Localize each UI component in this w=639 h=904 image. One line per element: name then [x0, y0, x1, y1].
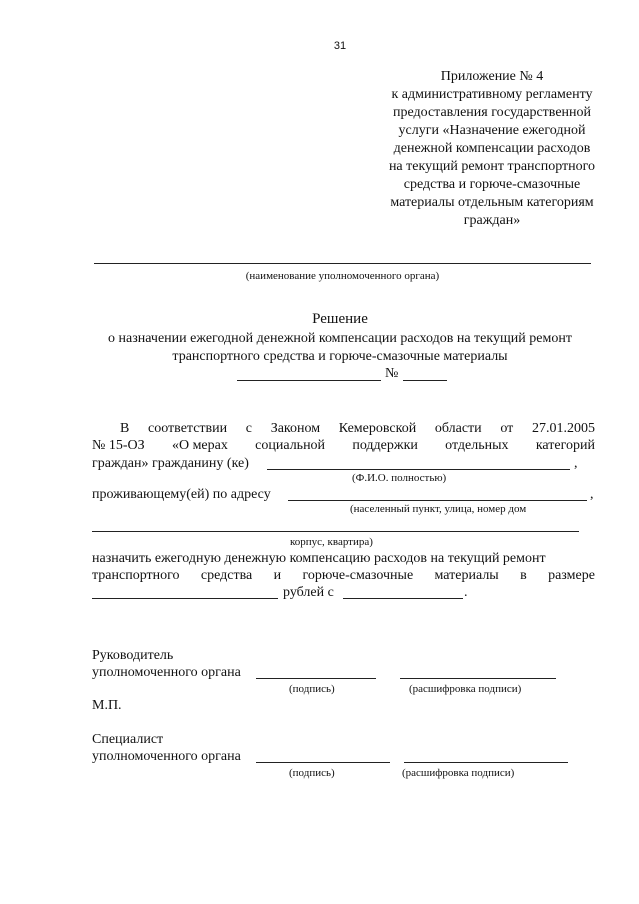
appendix-line: к административному регламенту: [391, 87, 593, 102]
word: социальной: [255, 438, 326, 453]
word: Законом: [270, 421, 321, 436]
body-line2: [92, 437, 595, 455]
word: размере: [548, 568, 595, 583]
appendix-line: предоставления государственной: [392, 105, 592, 120]
specialist-sign-caption: (подпись): [289, 767, 335, 779]
word: поддержки: [352, 438, 418, 453]
fio-comma: ,: [574, 456, 578, 471]
word: «О мерах: [171, 438, 228, 453]
assign-line1: назначить ежегодную денежную компенсацию расходов на текущий ремонт: [92, 551, 546, 566]
rubles-text: рублей с: [283, 585, 334, 600]
word: с: [245, 421, 253, 436]
specialist-decode-caption: (расшифровка подписи): [402, 767, 515, 779]
word: в: [520, 568, 527, 583]
head-decode-caption: (расшифровка подписи): [409, 683, 522, 695]
word: и: [273, 568, 282, 583]
amount-line[interactable]: [92, 598, 278, 599]
stamp-label: М.П.: [92, 698, 122, 713]
specialist-signature-line[interactable]: [256, 762, 390, 763]
address-prefix: проживающему(ей) по адресу: [92, 487, 271, 502]
word: категорий: [535, 438, 595, 453]
head-authority-label: уполномоченного органа: [92, 665, 241, 680]
word: № 15-ОЗ: [92, 438, 145, 453]
authority-name-line[interactable]: [94, 263, 591, 264]
head-title: Руководитель: [92, 648, 174, 663]
word: В: [120, 421, 130, 436]
word: средства: [200, 568, 253, 583]
decision-subtitle-line2: транспортного средства и горюче-смазочные материалы: [172, 349, 508, 364]
head-decode-line[interactable]: [400, 678, 556, 679]
appendix-line: материалы отдельным категориям: [390, 195, 594, 210]
appendix-line: услуги «Назначение ежегодной: [398, 123, 586, 138]
decision-number-sign: №: [385, 366, 399, 381]
appendix-line: граждан»: [463, 213, 521, 228]
fio-line[interactable]: [267, 469, 570, 470]
decision-date-line[interactable]: [237, 380, 381, 381]
word: горюче-смазочные: [302, 568, 414, 583]
appendix-line: денежной компенсации расходов: [393, 141, 591, 156]
decision-subtitle-line1: о назначении ежегодной денежной компенсации расходов на текущий ремонт: [108, 331, 572, 346]
address-line[interactable]: [288, 500, 587, 501]
specialist-title: Специалист: [92, 732, 164, 747]
address-comma: ,: [590, 487, 594, 502]
page-number: 31: [333, 40, 347, 52]
word: Кемеровской: [338, 421, 417, 436]
appendix-header: [352, 68, 632, 230]
address-caption: (населенный пункт, улица, номер дом: [350, 503, 527, 515]
specialist-decode-line[interactable]: [404, 762, 568, 763]
fio-caption: (Ф.И.О. полностью): [352, 472, 447, 484]
word: соответствии: [148, 421, 228, 436]
period: .: [464, 585, 468, 600]
word: 27.01.2005: [531, 421, 595, 436]
head-signature-line[interactable]: [256, 678, 376, 679]
decision-number-line[interactable]: [403, 380, 447, 381]
body-line1: [120, 420, 595, 438]
specialist-authority-label: уполномоченного органа: [92, 749, 241, 764]
head-sign-caption: (подпись): [289, 683, 335, 695]
body-line3-prefix: граждан» гражданину (ке): [92, 456, 249, 471]
start-date-line[interactable]: [343, 598, 463, 599]
address-caption-2: корпус, квартира): [290, 536, 373, 548]
word: от: [500, 421, 514, 436]
word: транспортного: [92, 568, 180, 583]
word: области: [434, 421, 482, 436]
word: материалы: [434, 568, 499, 583]
appendix-line: Приложение № 4: [440, 69, 544, 84]
assign-line2: [92, 567, 595, 585]
appendix-line: на текущий ремонт транспортного: [388, 159, 596, 174]
authority-caption: (наименование уполномоченного органа): [245, 270, 440, 282]
address-line-2[interactable]: [92, 531, 579, 532]
appendix-line: средства и горюче-смазочные: [403, 177, 581, 192]
decision-title: Решение: [312, 311, 368, 327]
word: отдельных: [445, 438, 509, 453]
